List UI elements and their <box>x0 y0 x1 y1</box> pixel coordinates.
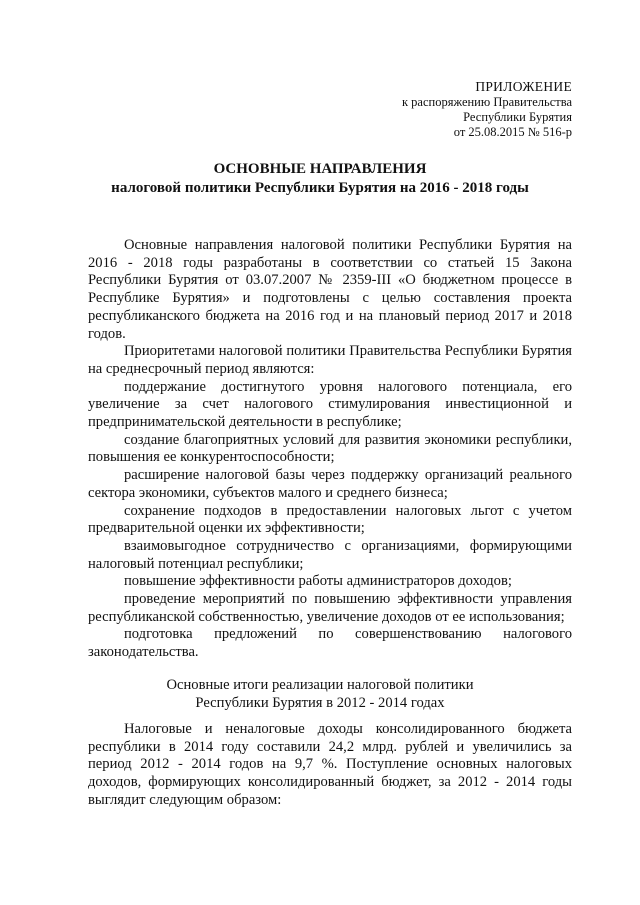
list-item: проведение мероприятий по повышению эффективности управления республиканской собственностью, увеличение доходов от ее использования; <box>88 591 572 625</box>
paragraph: Приоритетами налоговой политики Правительства Республики Бурятия на среднесрочный период являются: <box>88 343 572 377</box>
paragraph: Налоговые и неналоговые доходы консолидированного бюджета республики в 2014 году составили 24,2 млрд. рублей и увеличились за период 2012 - 2014 годов на 9,7 %. Поступление основных налоговых доходов, формирующих консолидированный бюджет, за 2012 - 2014 годы выглядит следующим образом: <box>88 721 572 808</box>
section-title-line: Республики Бурятия в 2012 - 2014 годах <box>195 695 445 711</box>
appendix-line-date: от 25.08.2015 № 516-р <box>453 125 572 139</box>
section-title <box>60 676 580 712</box>
list-item: расширение налоговой базы через поддержку организаций реального сектора экономики, субъектов малого и среднего бизнеса; <box>88 467 572 501</box>
appendix-line-decree: к распоряжению Правительства <box>401 95 572 109</box>
section-text <box>88 721 572 810</box>
appendix-title: ПРИЛОЖЕНИЕ <box>475 79 572 94</box>
list-item: повышение эффективности работы администраторов доходов; <box>124 573 512 590</box>
document-title-block <box>60 160 580 198</box>
list-item: подготовка предложений по совершенствованию налогового законодательства. <box>88 626 572 661</box>
document-title: ОСНОВНЫЕ НАПРАВЛЕНИЯ <box>213 161 427 177</box>
document-subtitle: налоговой политики Республики Бурятия на 2016 - 2018 годы <box>111 180 529 196</box>
appendix-line-republic: Республики Бурятия <box>463 110 572 124</box>
intro-text <box>88 237 572 662</box>
appendix-block <box>402 78 572 140</box>
list-item: поддержание достигнутого уровня налогового потенциала, его увеличение за счет налогового стимулирования инвестиционной и предпринимательской деятельности в республике; <box>88 378 572 431</box>
list-item: создание благоприятных условий для развития экономики республики, повышения ее конкурентоспособности; <box>88 431 572 466</box>
list-item: сохранение подходов в предоставлении налоговых льгот с учетом предварительной оценки их эффективности; <box>88 502 572 537</box>
section-title-line: Основные итоги реализации налоговой политики <box>166 677 474 693</box>
list-item: взаимовыгодное сотрудничество с организациями, формирующими налоговый потенциал республики; <box>88 537 572 572</box>
paragraph: Основные направления налоговой политики Республики Бурятия на 2016 - 2018 годы разработаны в соответствии со статьей 15 Закона Республики Бурятия от 03.07.2007 № 2359-III «О бюджетном процессе в Республике Бурятия» и подготовлены с целью составления проекта республиканского бюджета на 2016 год и на плановый период 2017 и 2018 годов. <box>88 237 572 342</box>
